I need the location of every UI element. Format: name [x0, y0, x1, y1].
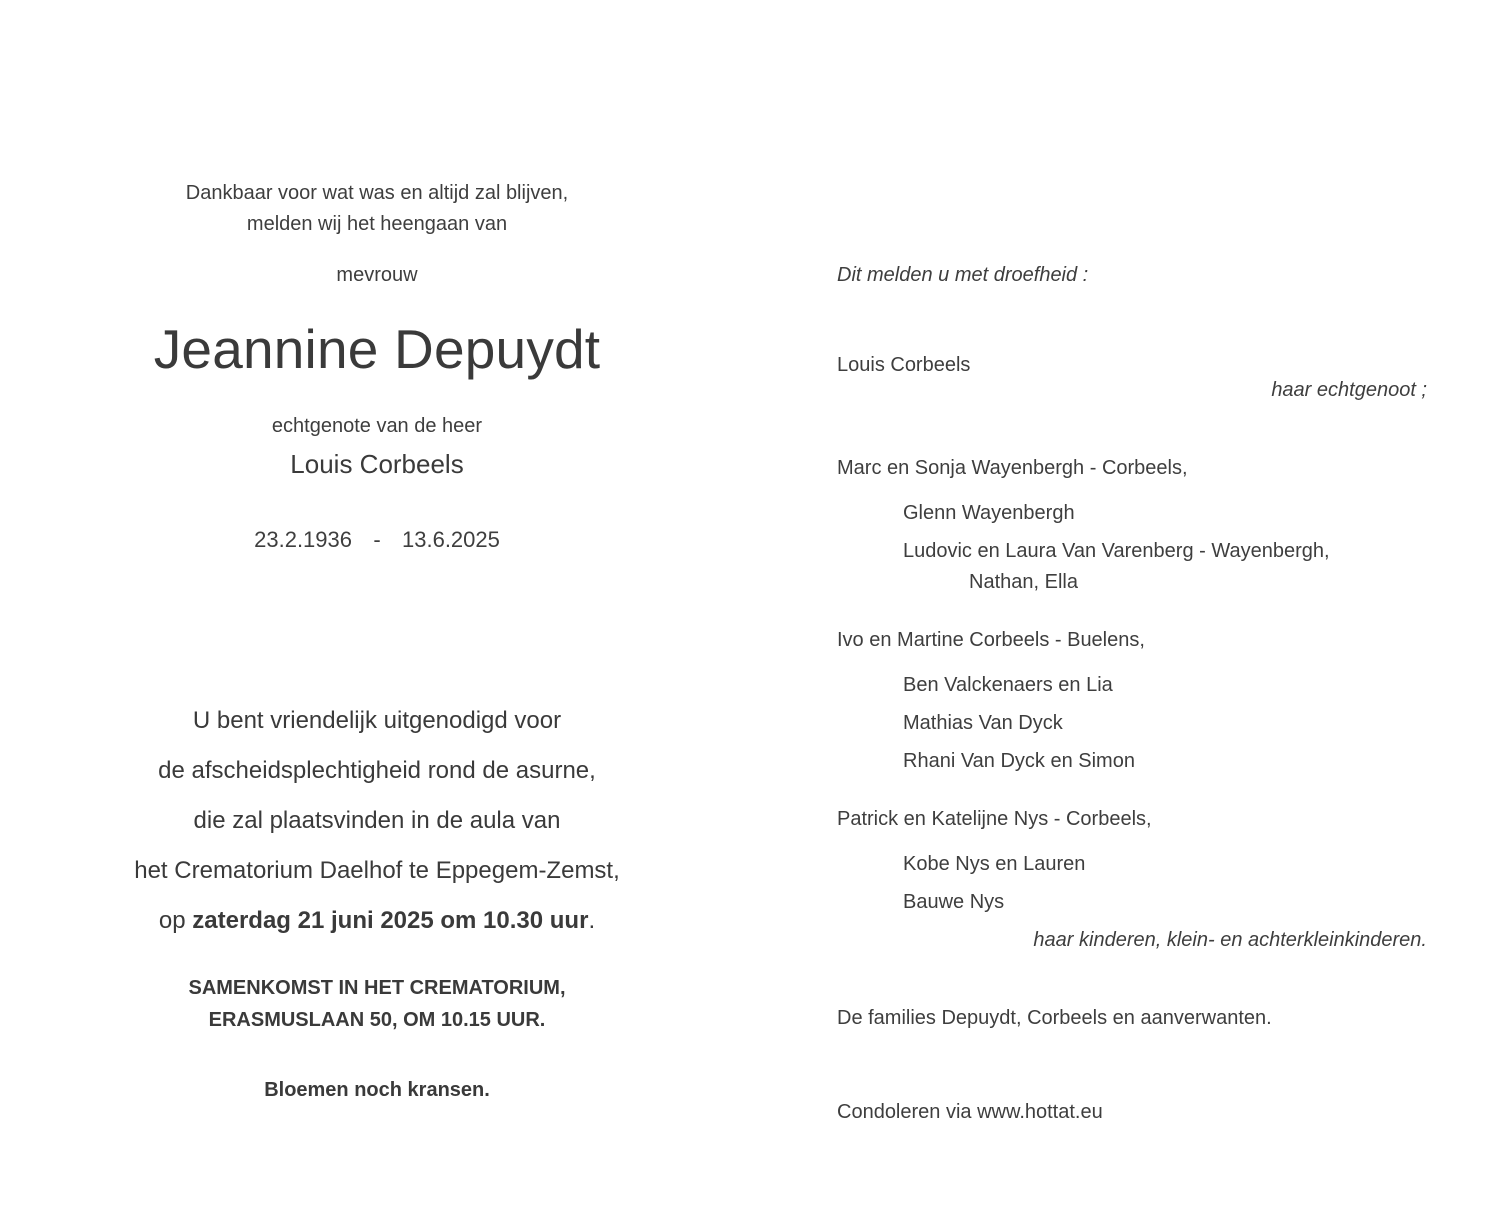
title-mevrouw: mevrouw [336, 264, 418, 286]
announcement-right-column [754, 0, 1509, 1214]
family-2-parents: Ivo en Martine Corbeels - Buelens, [837, 629, 1145, 651]
family-3-parents: Patrick en Katelijne Nys - Corbeels, [837, 808, 1152, 830]
birth-date: 23.2.1936 [254, 527, 352, 552]
gathering-line-1: SAMENKOMST IN HET CREMATORIUM, [188, 977, 566, 999]
family-1-child-2: Ludovic en Laura Van Varenberg - Wayenbergh, [903, 540, 1330, 562]
family-3-child-1: Kobe Nys en Lauren [903, 853, 1086, 875]
family-3-child-2: Bauwe Nys [903, 891, 1005, 913]
intro-line-2: melden wij het heengaan van [246, 213, 508, 235]
invitation-line-2: de afscheidsplechtigheid rond de asurne, [158, 757, 596, 784]
husband-name: Louis Corbeels [837, 354, 971, 376]
mourners-heading: Dit melden u met droefheid : [837, 264, 1089, 286]
families-line: De families Depuydt, Corbeels en aanverwanten. [837, 1007, 1272, 1029]
death-date: 13.6.2025 [402, 527, 500, 552]
announcement-left-column [0, 0, 754, 1214]
invitation-line-4: het Crematorium Daelhof te Eppegem-Zemst, [134, 857, 620, 884]
condolence-line: Condoleren via www.hottat.eu [837, 1101, 1103, 1123]
gathering-line-2: ERASMUSLAAN 50, OM 10.15 UUR. [208, 1009, 546, 1031]
family-2-child-2: Mathias Van Dyck [903, 712, 1063, 734]
invitation-prefix: op [158, 907, 193, 934]
spouse-name: Louis Corbeels [290, 449, 464, 479]
invitation-line-3: die zal plaatsvinden in de aula van [193, 807, 561, 834]
invitation-suffix: . [588, 907, 596, 934]
family-1-grandchildren: Nathan, Ella [969, 571, 1078, 593]
relation-text: echtgenote van de heer [271, 415, 483, 437]
invitation-line-1: U bent vriendelijk uitgenodigd voor [192, 707, 562, 734]
life-dates [0, 527, 754, 553]
family-2-child-3: Rhani Van Dyck en Simon [903, 750, 1135, 772]
intro-line-1: Dankbaar voor wat was en altijd zal blijven, [185, 182, 569, 204]
family-2-child-1: Ben Valckenaers en Lia [903, 674, 1113, 696]
children-role: haar kinderen, klein- en achterkleinkinderen. [1033, 929, 1427, 951]
husband-role: haar echtgenoot ; [1271, 379, 1427, 401]
deceased-name: Jeannine Depuydt [153, 318, 601, 380]
invitation-line-5 [0, 907, 754, 935]
flowers-note: Bloemen noch kransen. [264, 1079, 490, 1101]
family-1-parents: Marc en Sonja Wayenbergh - Corbeels, [837, 457, 1188, 479]
ceremony-datetime: zaterdag 21 juni 2025 om 10.30 uur [192, 907, 589, 934]
date-separator: - [373, 527, 381, 552]
family-1-child-1: Glenn Wayenbergh [903, 502, 1075, 524]
